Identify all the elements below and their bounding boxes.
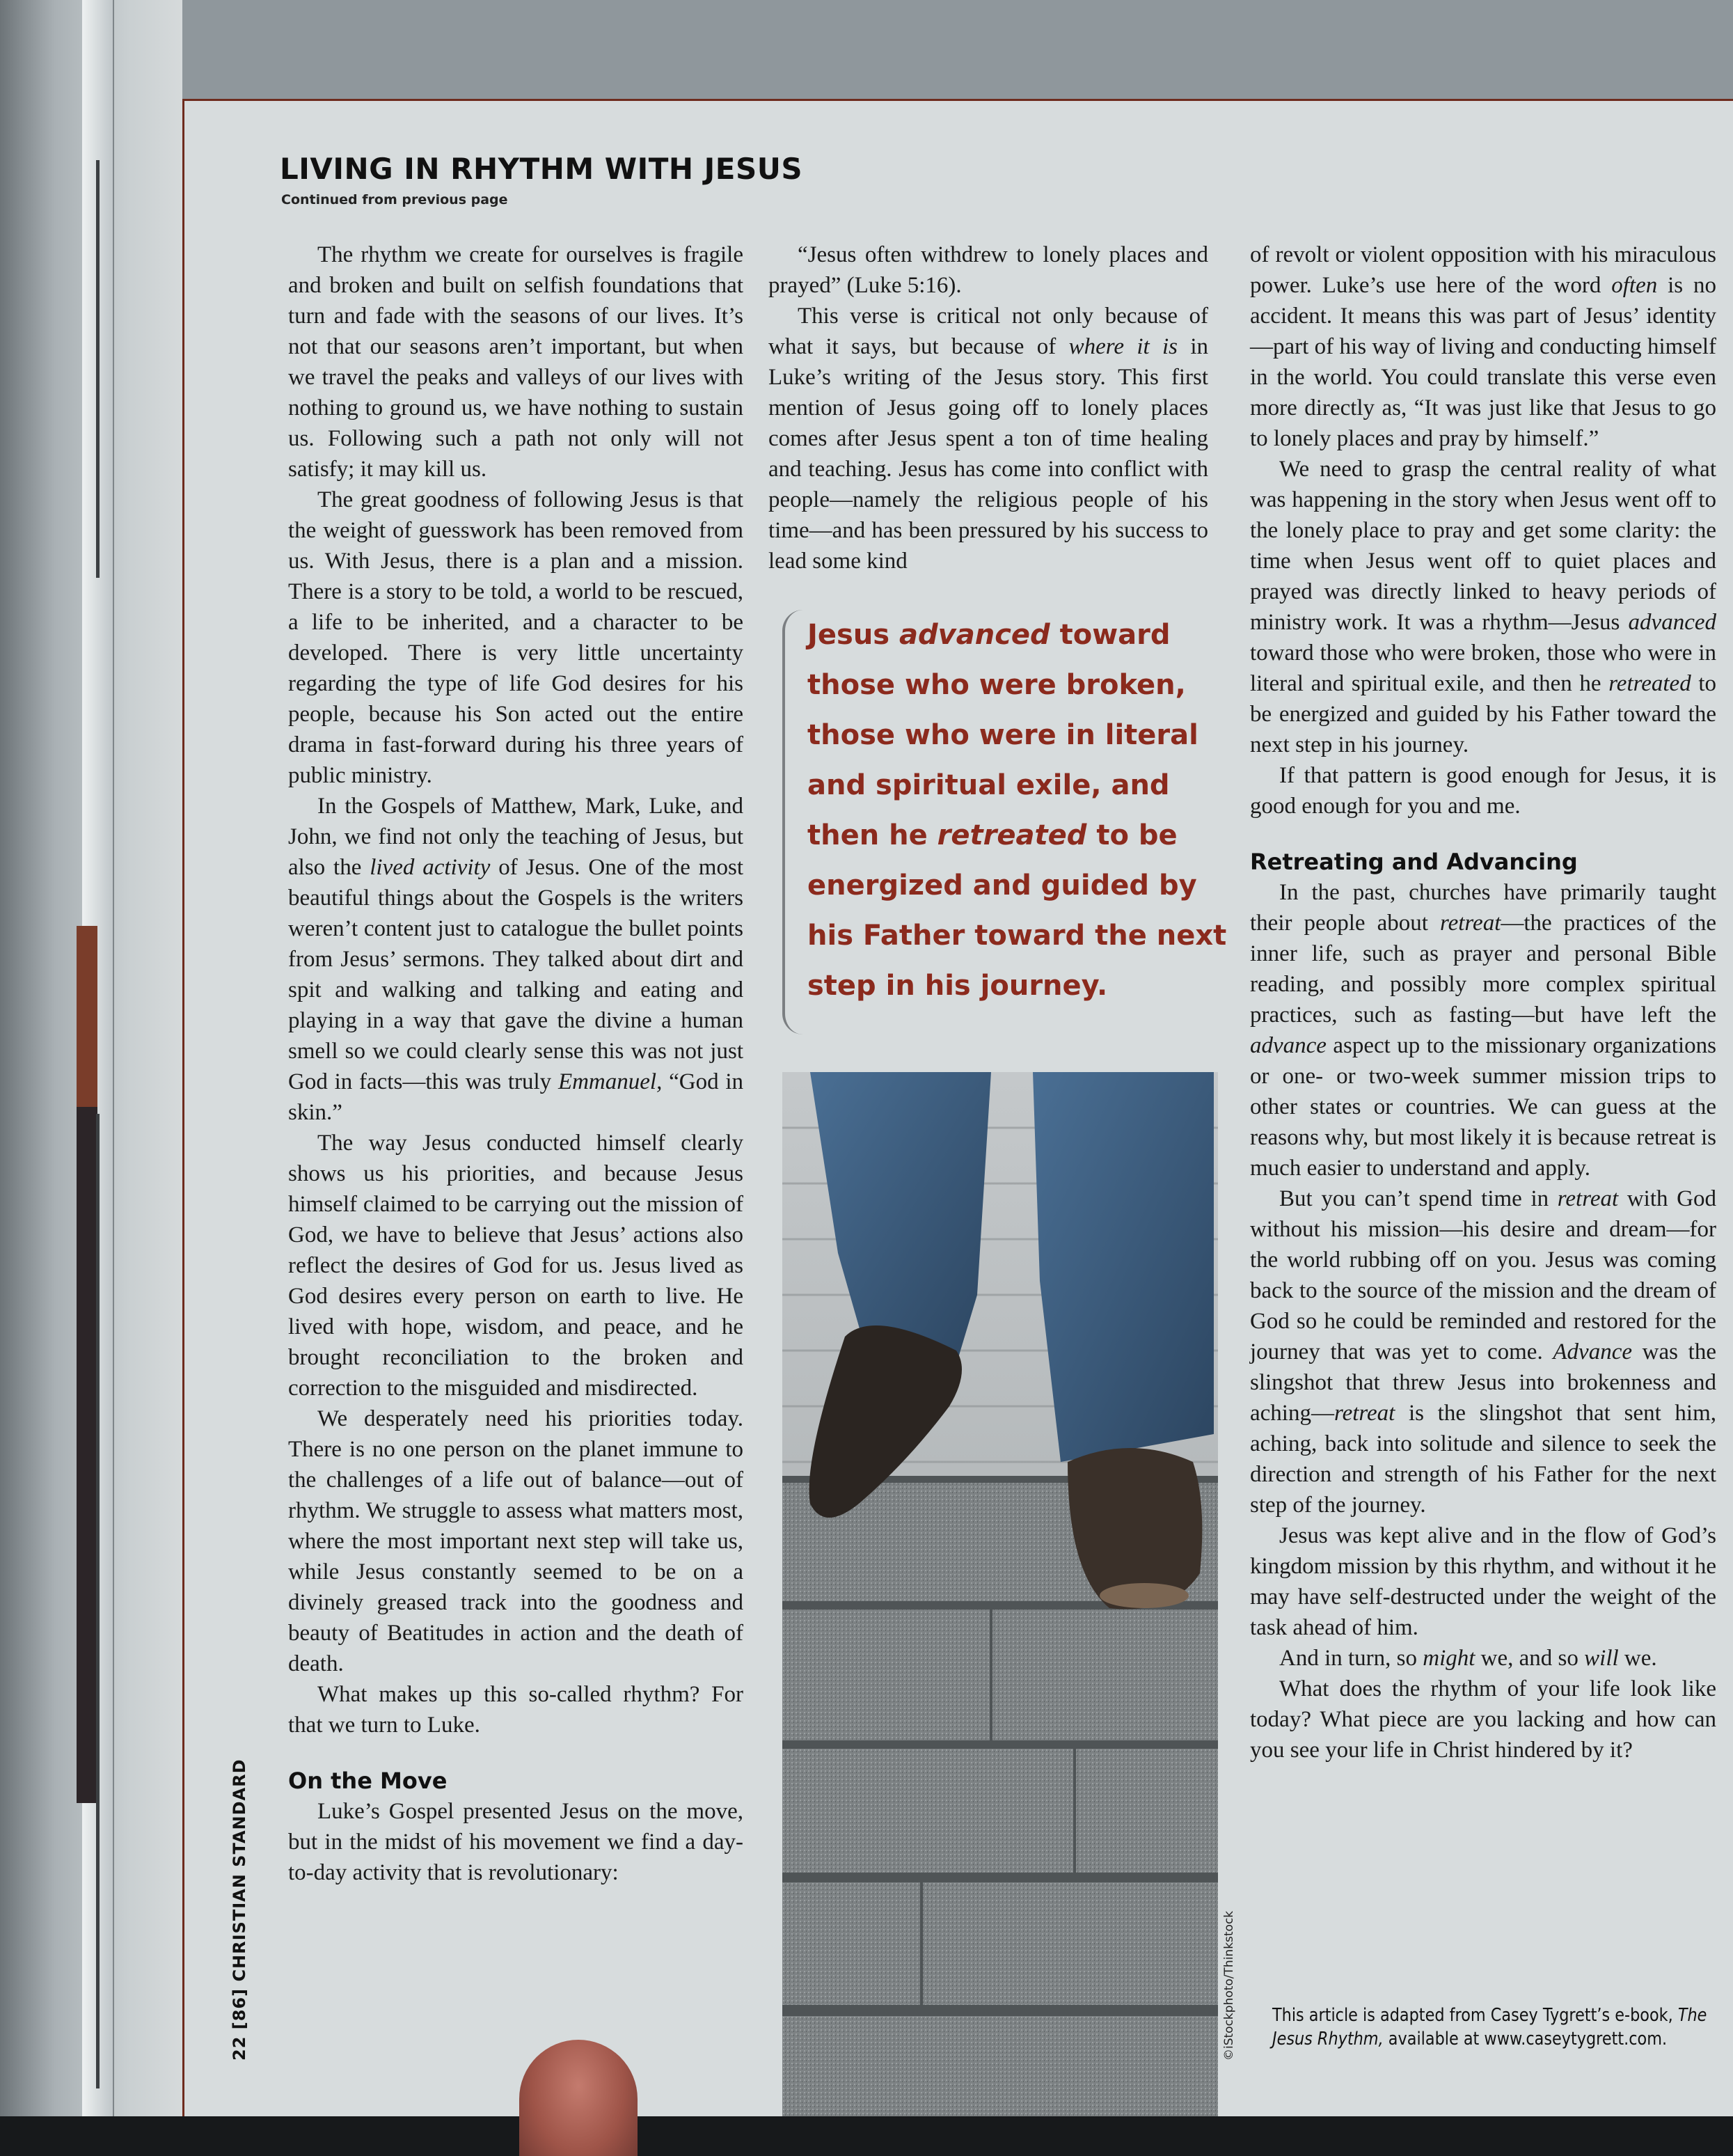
spine-dark-strip (77, 1107, 97, 1803)
jeans-right-leg (1033, 1072, 1214, 1462)
paragraph: The great goodness of following Jesus is that the weight of guesswork has been removed from us. With Jesus, there is a plan and a mission. There is a story to be told, a world to be rescued, a life to be inherited, and a character to be developed. There is very little uncertainty regarding the type of life God desires for his people, because his Son acted out the entire drama in fast-forward during his three years of public ministry. (288, 487, 743, 788)
stairs-walking-photo (782, 1072, 1218, 2133)
paragraph: We need to grasp the central reality of what was happening in the story when Jesus went off to the lonely place to pray and get some clarity: the time when Jesus went off to quiet places and prayed was directly linked to heavy periods of ministry work. It was a rhythm—Jesus advanced toward those who were broken, those who were in literal and spiritual exile, and then he retreated to be energized and guided by his Father toward the next step in his journey. (1250, 457, 1717, 757)
text-column-2 (768, 239, 1208, 576)
pull-quote (782, 610, 1228, 1034)
paragraph: Jesus was kept alive and in the flow of God’s kingdom mission by this rhythm, and without it he may have self-destructed under the weight of the task ahead of him. (1250, 1523, 1716, 1640)
paragraph: What makes up this so-called rhythm? For that we turn to Luke. (288, 1682, 743, 1738)
paragraph: But you can’t spend time in retreat with God without his mission—his desire and dream—for the world rubbing off on you. Jesus was coming back to the source of the mission and the dream of God so he could be reminded and restored for the journey that was yet to come. Advance was the slingshot that threw Jesus into brokenness and aching—retreat is the slingshot that sent him, aching, back into solitude and silence to seek the direction and strength of his Father for the next step of the journey. (1250, 1186, 1716, 1518)
text-column-3 (1250, 239, 1716, 1765)
spine-shadow-line (96, 1114, 100, 2088)
spine-shadow-line (96, 160, 100, 578)
pull-quote-text: Jesus advanced toward those who were broken, those who were in literal and spiritual exile, and then he retreated to be energized and guided by his Father toward the next step in his journey. (807, 619, 1227, 1002)
article-title: LIVING IN RHYTHM WITH JESUS (280, 152, 803, 186)
section-heading-on-the-move: On the Move (288, 1768, 448, 1794)
paragraph: The rhythm we create for ourselves is fragile and broken and built on selfish foundations that turn and fade with the seasons of our lives. It’s not that our seasons aren’t important, but when we travel the peaks and valleys of our lives with nothing to ground us, we have nothing to sustain us. Following such a path not only will not satisfy; it may kill us. (288, 242, 743, 482)
page-folio: 22 [86] CHRISTIAN STANDARD (230, 1758, 249, 2061)
paragraph: This verse is critical not only because of what it says, but because of where it is in Luke’s writing of the Jesus story. This first mention of Jesus going off to lonely places comes after Jesus spent a ton of time healing and teaching. Jesus has come into conflict with people—namely the religious people of his time—and has been pressured by his success to lead some kind (768, 304, 1209, 574)
paragraph: Luke’s Gospel presented Jesus on the move, but in the midst of his movement we find a day-to-day activity that is revolutionary: (288, 1799, 743, 1885)
scripture-quote: “Jesus often withdrew to lonely places and prayed” (Luke 5:16). (768, 242, 1208, 298)
section-heading-retreating: Retreating and Advancing (1250, 849, 1578, 875)
paragraph: And in turn, so might we, and so will we. (1279, 1646, 1657, 1671)
paragraph: The way Jesus conducted himself clearly shows us his priorities, and because Jesus himself claimed to be carrying out the mission of God, we have to believe that Jesus’ actions also reflect the desires of God for us. Jesus lived as God desires every person on earth to live. He lived with hope, wisdom, and peace, and he brought reconciliation to the broken and correction to the misguided and misdirected. (288, 1131, 743, 1401)
thumb (519, 2040, 638, 2156)
continued-note: Continued from previous page (281, 192, 508, 207)
paragraph: What does the rhythm of your life look like today? What piece are you lacking and how can you see your life in Christ hindered by it? (1250, 1676, 1716, 1763)
paragraph: In the past, churches have primarily taught their people about retreat—the practices of the inner life, such as prayer and personal Bible reading, and possibly more complex spiritual practices, such as fasting—but have left the advance aspect up to the missionary organizations or one- or two-week summer mission trips to other states or countries. We can guess at the reasons why, but most likely it is because retreat is much easier to understand and apply. (1250, 880, 1716, 1181)
spine-color-strip (77, 926, 97, 1107)
paragraph: of revolt or violent opposition with his miraculous power. Luke’s use here of the word often is no accident. It means this was part of Jesus’ identity—part of his way of living and conducting himself in the world. You could translate this verse even more directly as, “It was just like that Jesus to go to lonely places and pray by himself.” (1250, 242, 1716, 451)
article-source-note: This article is adapted from Casey Tygrett’s e-book, The Jesus Rhythm, available at www.caseytygrett.com. (1272, 2005, 1707, 2049)
paragraph: If that pattern is good enough for Jesus, it is good enough for you and me. (1250, 763, 1716, 819)
photo-credit: ©iStockphoto/Thinkstock (1222, 1910, 1236, 2061)
text-column-1 (288, 239, 743, 1888)
paragraph: We desperately need his priorities today. There is no one person on the planet immune to the challenges of a life out of balance—out of rhythm. We struggle to assess what matters most, where the most important next step will take us, while Jesus constantly seemed to be on a divinely greased track into the goodness and beauty of Beatitudes in action and the death of death. (288, 1406, 743, 1676)
background-surface (0, 2116, 1733, 2156)
paragraph: In the Gospels of Matthew, Mark, Luke, and John, we find not only the teaching of Jesus, but also the lived activity of Jesus. One of the most beautiful things about the Gospels is the writers weren’t content just to catalogue the bullet points from Jesus’ sermons. They talked about dirt and spit and walking and talking and eating and playing in a way that gave the divine a human smell so we could clearly sense this was not just God in facts—this was truly Emmanuel, “God in skin.” (288, 794, 743, 1125)
shoe-sole (1100, 1583, 1189, 1608)
